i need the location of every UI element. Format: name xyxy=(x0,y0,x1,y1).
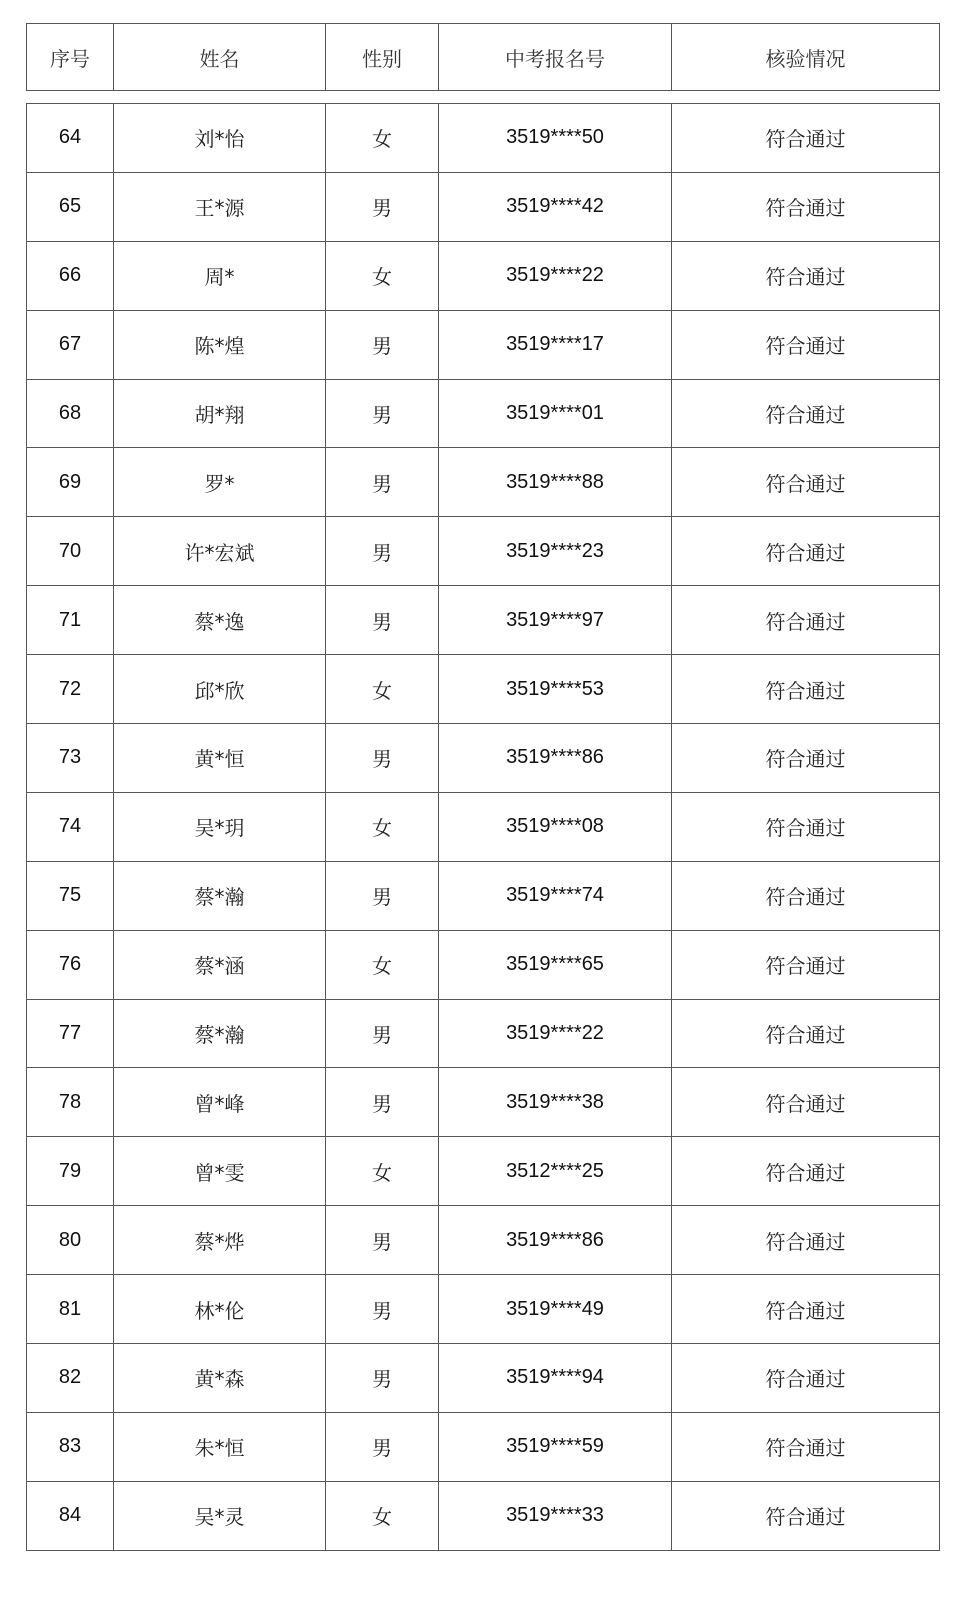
cell-name: 刘*怡 xyxy=(114,104,326,173)
cell-verification: 符合通过 xyxy=(672,861,940,930)
cell-gender: 男 xyxy=(326,1206,439,1275)
cell-index: 83 xyxy=(27,1412,114,1481)
cell-index: 82 xyxy=(27,1344,114,1413)
cell-index: 64 xyxy=(27,104,114,173)
cell-verification: 符合通过 xyxy=(672,379,940,448)
cell-exam-number: 3512****25 xyxy=(439,1137,672,1206)
header-exam-number: 中考报名号 xyxy=(439,24,672,91)
cell-verification: 符合通过 xyxy=(672,310,940,379)
cell-name: 邱*欣 xyxy=(114,655,326,724)
cell-exam-number: 3519****22 xyxy=(439,999,672,1068)
cell-verification: 符合通过 xyxy=(672,1206,940,1275)
cell-index: 68 xyxy=(27,379,114,448)
cell-name: 黄*森 xyxy=(114,1344,326,1413)
cell-verification: 符合通过 xyxy=(672,241,940,310)
table-row xyxy=(27,999,940,1068)
header-verification: 核验情况 xyxy=(672,24,940,91)
table-row xyxy=(27,1412,940,1481)
cell-verification: 符合通过 xyxy=(672,586,940,655)
cell-exam-number: 3519****01 xyxy=(439,379,672,448)
cell-index: 73 xyxy=(27,724,114,793)
cell-name: 黄*恒 xyxy=(114,724,326,793)
cell-verification: 符合通过 xyxy=(672,724,940,793)
cell-verification: 符合通过 xyxy=(672,1275,940,1344)
cell-index: 66 xyxy=(27,241,114,310)
cell-verification: 符合通过 xyxy=(672,1068,940,1137)
cell-gender: 男 xyxy=(326,724,439,793)
cell-index: 81 xyxy=(27,1275,114,1344)
cell-gender: 男 xyxy=(326,1412,439,1481)
cell-gender: 男 xyxy=(326,1344,439,1413)
cell-exam-number: 3519****08 xyxy=(439,792,672,861)
table-row xyxy=(27,1344,940,1413)
cell-verification: 符合通过 xyxy=(672,448,940,517)
cell-exam-number: 3519****59 xyxy=(439,1412,672,1481)
header-gender: 性别 xyxy=(326,24,439,91)
header-name: 姓名 xyxy=(114,24,326,91)
cell-verification: 符合通过 xyxy=(672,172,940,241)
cell-gender: 男 xyxy=(326,448,439,517)
cell-gender: 女 xyxy=(326,1137,439,1206)
table-row xyxy=(27,517,940,586)
table-row xyxy=(27,379,940,448)
table-row xyxy=(27,792,940,861)
cell-gender: 男 xyxy=(326,861,439,930)
cell-index: 76 xyxy=(27,930,114,999)
cell-exam-number: 3519****53 xyxy=(439,655,672,724)
cell-exam-number: 3519****33 xyxy=(439,1481,672,1550)
cell-verification: 符合通过 xyxy=(672,655,940,724)
cell-gender: 男 xyxy=(326,310,439,379)
cell-exam-number: 3519****65 xyxy=(439,930,672,999)
cell-exam-number: 3519****42 xyxy=(439,172,672,241)
cell-exam-number: 3519****22 xyxy=(439,241,672,310)
cell-name: 吴*灵 xyxy=(114,1481,326,1550)
cell-index: 67 xyxy=(27,310,114,379)
cell-exam-number: 3519****86 xyxy=(439,724,672,793)
cell-exam-number: 3519****74 xyxy=(439,861,672,930)
cell-verification: 符合通过 xyxy=(672,1412,940,1481)
cell-index: 79 xyxy=(27,1137,114,1206)
table-row xyxy=(27,724,940,793)
cell-verification: 符合通过 xyxy=(672,1137,940,1206)
cell-exam-number: 3519****94 xyxy=(439,1344,672,1413)
cell-exam-number: 3519****86 xyxy=(439,1206,672,1275)
cell-name: 曾*峰 xyxy=(114,1068,326,1137)
cell-gender: 男 xyxy=(326,172,439,241)
cell-name: 王*源 xyxy=(114,172,326,241)
table-row xyxy=(27,104,940,173)
cell-gender: 女 xyxy=(326,930,439,999)
cell-exam-number: 3519****17 xyxy=(439,310,672,379)
cell-exam-number: 3519****49 xyxy=(439,1275,672,1344)
header-index: 序号 xyxy=(27,24,114,91)
table-row xyxy=(27,1068,940,1137)
cell-index: 71 xyxy=(27,586,114,655)
cell-gender: 男 xyxy=(326,1068,439,1137)
cell-name: 胡*翔 xyxy=(114,379,326,448)
table-row xyxy=(27,1481,940,1550)
cell-index: 65 xyxy=(27,172,114,241)
cell-index: 69 xyxy=(27,448,114,517)
cell-verification: 符合通过 xyxy=(672,792,940,861)
table-row xyxy=(27,310,940,379)
cell-name: 曾*雯 xyxy=(114,1137,326,1206)
cell-verification: 符合通过 xyxy=(672,1481,940,1550)
cell-gender: 男 xyxy=(326,379,439,448)
cell-gender: 男 xyxy=(326,586,439,655)
table-row xyxy=(27,1206,940,1275)
cell-verification: 符合通过 xyxy=(672,999,940,1068)
cell-name: 蔡*涵 xyxy=(114,930,326,999)
cell-gender: 男 xyxy=(326,999,439,1068)
table-row xyxy=(27,930,940,999)
cell-name: 林*伦 xyxy=(114,1275,326,1344)
cell-name: 陈*煌 xyxy=(114,310,326,379)
cell-gender: 女 xyxy=(326,792,439,861)
table-row xyxy=(27,1137,940,1206)
cell-gender: 女 xyxy=(326,104,439,173)
cell-name: 罗* xyxy=(114,448,326,517)
cell-verification: 符合通过 xyxy=(672,930,940,999)
cell-exam-number: 3519****38 xyxy=(439,1068,672,1137)
cell-verification: 符合通过 xyxy=(672,104,940,173)
cell-gender: 女 xyxy=(326,655,439,724)
cell-index: 74 xyxy=(27,792,114,861)
table-header xyxy=(26,23,940,91)
cell-exam-number: 3519****97 xyxy=(439,586,672,655)
cell-exam-number: 3519****88 xyxy=(439,448,672,517)
cell-gender: 女 xyxy=(326,241,439,310)
table-row xyxy=(27,586,940,655)
table-row xyxy=(27,241,940,310)
table-row xyxy=(27,1275,940,1344)
cell-verification: 符合通过 xyxy=(672,517,940,586)
cell-name: 蔡*烨 xyxy=(114,1206,326,1275)
cell-gender: 女 xyxy=(326,1481,439,1550)
cell-name: 吴*玥 xyxy=(114,792,326,861)
cell-index: 70 xyxy=(27,517,114,586)
cell-exam-number: 3519****50 xyxy=(439,104,672,173)
cell-name: 蔡*瀚 xyxy=(114,999,326,1068)
cell-index: 72 xyxy=(27,655,114,724)
cell-index: 78 xyxy=(27,1068,114,1137)
cell-name: 朱*恒 xyxy=(114,1412,326,1481)
cell-exam-number: 3519****23 xyxy=(439,517,672,586)
cell-index: 77 xyxy=(27,999,114,1068)
cell-index: 80 xyxy=(27,1206,114,1275)
cell-gender: 男 xyxy=(326,517,439,586)
cell-name: 蔡*瀚 xyxy=(114,861,326,930)
table-row xyxy=(27,172,940,241)
data-table xyxy=(26,103,940,1551)
cell-name: 周* xyxy=(114,241,326,310)
cell-name: 蔡*逸 xyxy=(114,586,326,655)
cell-verification: 符合通过 xyxy=(672,1344,940,1413)
cell-gender: 男 xyxy=(326,1275,439,1344)
cell-index: 75 xyxy=(27,861,114,930)
table-row xyxy=(27,448,940,517)
table-row xyxy=(27,655,940,724)
table-row xyxy=(27,861,940,930)
cell-name: 许*宏斌 xyxy=(114,517,326,586)
cell-index: 84 xyxy=(27,1481,114,1550)
